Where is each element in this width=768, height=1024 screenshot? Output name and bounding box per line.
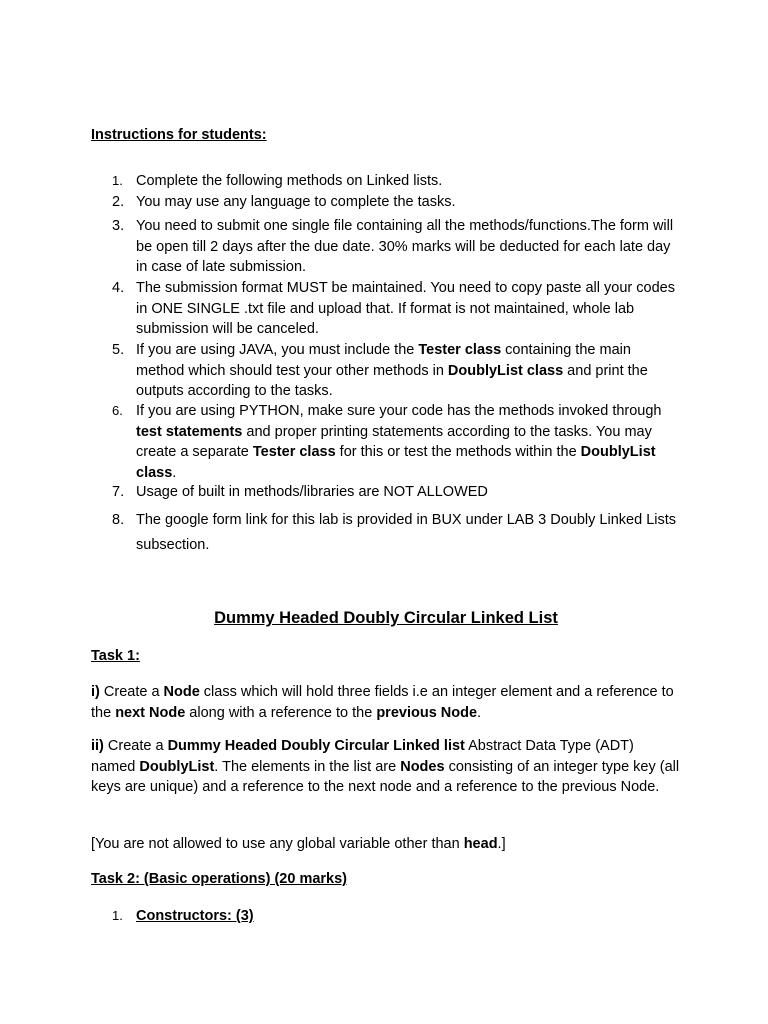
bold-text-run: previous Node	[376, 704, 478, 721]
text-run: The submission format MUST be maintained. You need to copy paste all your codes in ONE SINGLE .txt file and upload that. If format is not maintained, whole lab submission will be canceled.	[136, 280, 675, 337]
item-text	[136, 216, 681, 278]
bold-text-run: DoublyList class	[136, 444, 656, 481]
bold-text-run: Node	[163, 684, 200, 700]
bold-text-run: i)	[91, 684, 100, 700]
item-number: 1.	[112, 173, 123, 188]
item-number: 1.	[112, 908, 123, 923]
bold-text-run: head	[463, 836, 498, 852]
text-run: If you are using JAVA, you must include the	[136, 342, 419, 358]
bold-text-run: Nodes	[400, 758, 445, 775]
text-run: and proper printing statements according to the tasks. You may create a separate	[136, 423, 652, 460]
bold-text-run: Tester class	[418, 342, 502, 358]
text-run: [You are not allowed to use any global variable other than	[91, 836, 464, 852]
text-run: You need to submit one single file containing all the methods/functions.The form will be open till 2 days after the due date. 30% marks will be deducted for each late day in case of late submission.	[136, 218, 674, 275]
item-text	[136, 340, 681, 402]
bold-text-run: next Node	[115, 704, 186, 721]
section-title: Dummy Headed Doubly Circular Linked List	[214, 609, 558, 627]
item-text	[136, 401, 681, 483]
text-run: .]	[497, 836, 506, 852]
text-run: along with a reference to the	[185, 704, 377, 721]
text-run: Usage of built in methods/libraries are NOT ALLOWED	[136, 484, 488, 500]
text-run: The google form link for this lab is provided in BUX under LAB 3 Doubly Linked Lists subsection.	[136, 512, 677, 553]
item-number: 6.	[112, 403, 123, 418]
item-text	[136, 192, 681, 213]
item-text	[136, 482, 681, 503]
text-run: and print the outputs according to the tasks.	[136, 362, 648, 399]
item-text	[136, 508, 681, 558]
bold-text-run: Dummy Headed Doubly Circular Linked list	[167, 738, 465, 754]
text-run: Complete the following methods on Linked lists.	[136, 173, 443, 189]
task1-part-i	[91, 682, 681, 723]
text-run: .	[172, 464, 177, 481]
instructions-heading: Instructions for students:	[91, 127, 267, 143]
text-run: consisting of an integer type key (all keys are unique) and a reference to the next node and a reference to the previous Node.	[91, 758, 680, 795]
bold-text-run: Tester class	[252, 444, 336, 460]
text-run: You may use any language to complete the tasks.	[136, 194, 456, 210]
item-number: 2.	[112, 194, 125, 210]
item-number: 3.	[112, 218, 125, 234]
task1-note	[91, 834, 681, 855]
item-text	[136, 171, 681, 192]
item-number: 5.	[112, 342, 125, 358]
bold-text-run: DoublyList	[139, 758, 215, 775]
item-text	[136, 278, 681, 340]
text-run: for this or test the methods within the	[335, 444, 581, 460]
bold-text-run: ii)	[91, 738, 104, 754]
bold-text-run: DoublyList class	[447, 362, 564, 379]
text-run: If you are using PYTHON, make sure your code has the methods invoked through	[136, 403, 662, 419]
text-run: Create a	[103, 738, 168, 754]
task2-heading: Task 2: (Basic operations) (20 marks)	[91, 871, 347, 887]
text-run: . The elements in the list are	[214, 758, 401, 775]
task1-part-ii	[91, 736, 681, 798]
item-number: 4.	[112, 280, 125, 296]
text-run: containing the main method which should test your other methods in	[136, 342, 631, 379]
item-label: Constructors: (3)	[136, 908, 254, 924]
task1-heading: Task 1:	[91, 648, 140, 664]
text-run: class which will hold three fields i.e an integer element and a reference to the	[91, 684, 674, 721]
text-run: .	[477, 704, 482, 721]
text-run: Abstract Data Type (ADT) named	[91, 738, 634, 775]
item-number: 8.	[112, 512, 125, 528]
bold-text-run: test statements	[136, 423, 243, 440]
item-number: 7.	[112, 484, 125, 500]
text-run: Create a	[99, 684, 164, 700]
